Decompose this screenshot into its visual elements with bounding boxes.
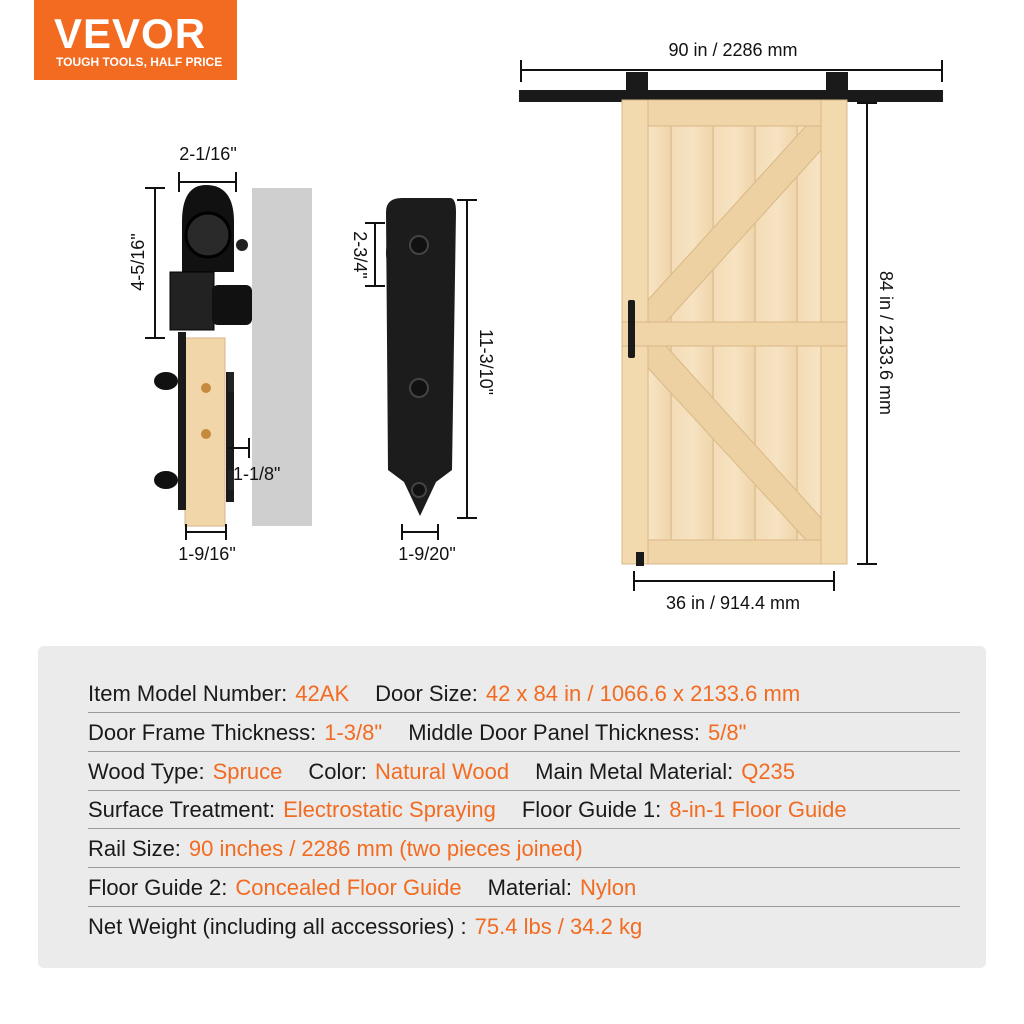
door-width-label: 36 in / 914.4 mm — [665, 593, 801, 613]
wheel-diameter-label: 2-3/4" — [350, 231, 370, 279]
spec-value: 75.4 lbs / 34.2 kg — [474, 913, 643, 939]
spec-value: 5/8" — [708, 719, 747, 745]
spec-value: 1-3/8" — [324, 719, 383, 745]
spec-row — [88, 908, 960, 946]
hanger-width-label: 2-1/16" — [179, 144, 237, 164]
spec-row — [88, 753, 960, 791]
spec-value: Electrostatic Spraying — [283, 797, 496, 823]
spec-value: Spruce — [212, 758, 283, 784]
side-hanger-view — [128, 144, 312, 564]
spec-panel — [38, 646, 986, 968]
spec-row — [88, 869, 960, 907]
spec-label: Door Size: — [375, 681, 478, 706]
spec-label: Net Weight (including all accessories) : — [88, 913, 467, 939]
spec-value: Concealed Floor Guide — [235, 875, 462, 900]
brand-tagline: TOUGH TOOLS, HALF PRICE — [56, 55, 223, 69]
rail-length-label: 90 in / 2286 mm — [668, 40, 798, 60]
spec-value: 8-in-1 Floor Guide — [669, 797, 847, 823]
strap-front-view — [350, 198, 496, 564]
spec-label: Door Frame Thickness: — [88, 719, 317, 745]
spec-label: Middle Door Panel Thickness: — [408, 719, 701, 745]
spec-label: Floor Guide 2: — [88, 875, 228, 900]
spec-row — [88, 675, 960, 713]
door-handle — [628, 300, 635, 358]
spec-label: Rail Size: — [88, 836, 181, 862]
spec-value: Natural Wood — [375, 758, 510, 784]
hanger-height-label: 4-5/16" — [128, 233, 148, 291]
spec-value: 90 inches / 2286 mm (two pieces joined) — [188, 836, 583, 862]
spec-label: Wood Type: — [88, 758, 205, 784]
spec-label: Surface Treatment: — [88, 797, 276, 823]
door-height-label: 84 in / 2133.6 mm — [876, 270, 896, 416]
brand-name: VEVOR — [54, 10, 207, 57]
strap-width-label: 1-9/20" — [398, 544, 456, 564]
spec-value: 42AK — [295, 681, 350, 706]
spec-label: Floor Guide 1: — [521, 797, 662, 823]
spec-label: Material: — [487, 875, 573, 900]
spec-value: Nylon — [580, 875, 637, 900]
spec-row — [88, 791, 960, 829]
spec-value: 42 x 84 in / 1066.6 x 2133.6 mm — [485, 681, 801, 706]
door-thickness-label: 1-1/8" — [233, 464, 281, 484]
spec-label: Main Metal Material: — [535, 758, 734, 784]
barn-door-view — [519, 40, 943, 613]
strap-length-label: 11-3/10" — [476, 328, 496, 396]
spec-label: Color: — [308, 758, 368, 784]
spec-value: Q235 — [741, 758, 796, 784]
spec-row — [88, 830, 960, 868]
bottom-width-label: 1-9/16" — [178, 544, 236, 564]
spec-row — [88, 714, 960, 752]
spec-label: Item Model Number: — [88, 681, 288, 706]
